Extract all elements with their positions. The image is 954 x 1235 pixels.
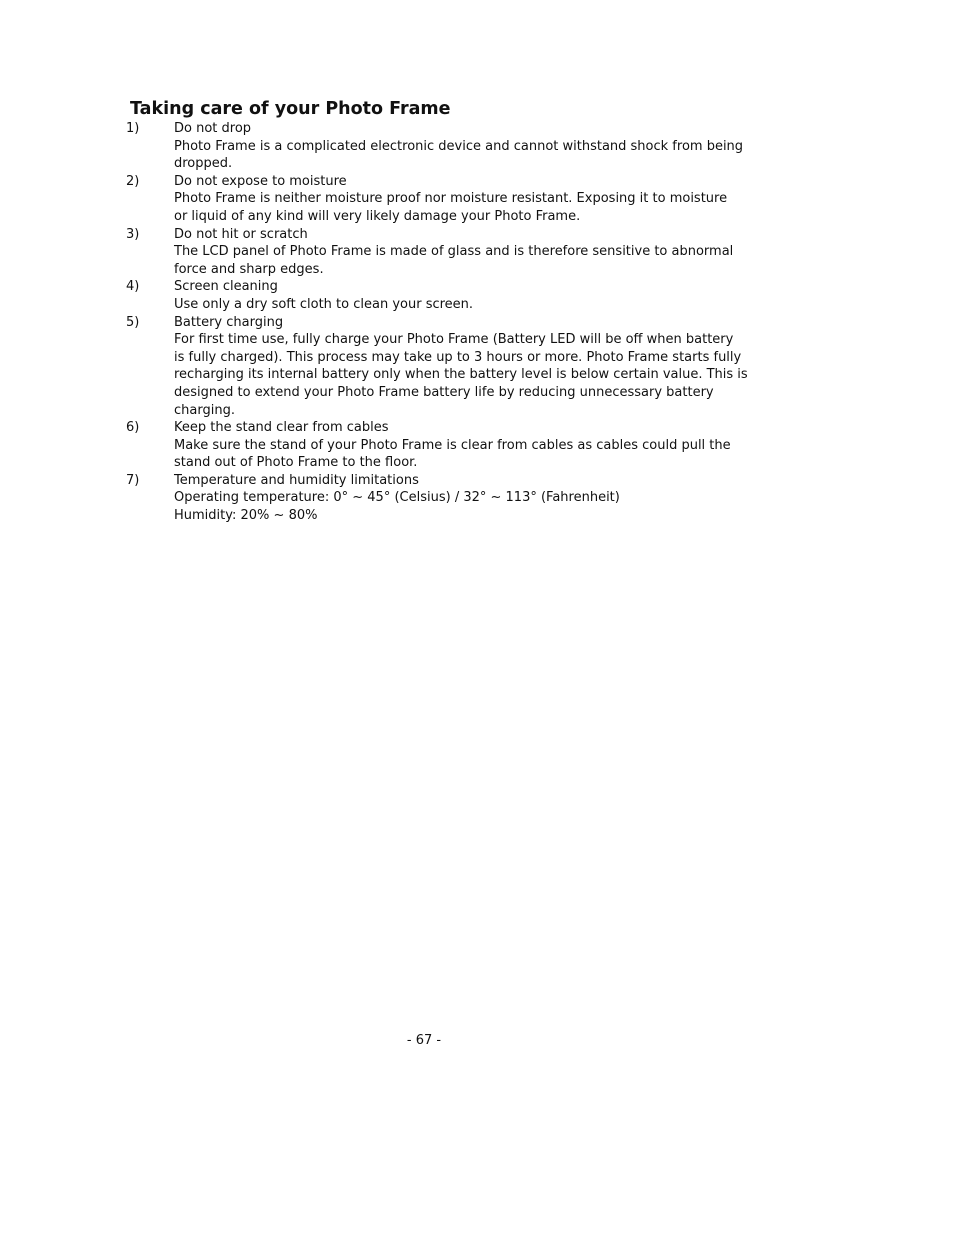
item-title: Do not expose to moisture (174, 173, 347, 189)
care-item-battery-charging (126, 314, 748, 420)
item-description-line: Photo Frame is a complicated electronic device and cannot withstand shock from being (174, 138, 744, 154)
item-number: 6) (126, 420, 140, 436)
item-description-line: The LCD panel of Photo Frame is made of glass and is therefore sensitive to abnormal (174, 244, 734, 260)
care-item-stand-cables (126, 419, 731, 472)
item-title: Keep the stand clear from cables (174, 420, 389, 436)
item-title: Screen cleaning (174, 279, 278, 295)
care-instructions-list (126, 120, 748, 525)
item-description-line: designed to extend your Photo Frame battery life by reducing unnecessary battery (174, 384, 714, 400)
item-description-line: Use only a dry soft cloth to clean your screen. (174, 296, 474, 312)
item-body (174, 278, 726, 313)
item-body (174, 472, 726, 525)
item-title: Temperature and humidity limitations (174, 472, 419, 488)
item-description-line: Humidity: 20% ~ 80% (174, 508, 318, 524)
care-item-moisture (126, 173, 726, 226)
item-description-line: charging. (174, 402, 235, 418)
item-number: 3) (126, 226, 140, 242)
item-title: Do not drop (174, 121, 252, 136)
item-number: 7) (126, 472, 140, 488)
item-body (174, 419, 731, 472)
item-title: Do not hit or scratch (174, 226, 308, 242)
item-body (174, 226, 734, 279)
item-description-line: force and sharp edges. (174, 261, 324, 277)
item-description-line: Photo Frame is neither moisture proof nor moisture resistant. Exposing it to moisture (174, 191, 728, 207)
item-title: Battery charging (174, 314, 284, 330)
item-description-line: stand out of Photo Frame to the floor. (174, 455, 418, 471)
item-description-line: is fully charged). This process may take up to 3 hours or more. Photo Frame starts fully (174, 349, 742, 365)
item-number: 5) (126, 314, 140, 330)
page-number: - 67 - (406, 1033, 442, 1048)
care-item-hit-scratch (126, 226, 734, 279)
item-number: 1) (126, 121, 140, 136)
item-description-line: recharging its internal battery only when the battery level is below certain value. This is (174, 367, 748, 383)
item-number: 2) (126, 173, 140, 189)
care-item-temperature-humidity (126, 472, 726, 525)
item-number: 4) (126, 279, 140, 295)
item-body (174, 173, 726, 226)
page-title: Taking care of your Photo Frame (130, 99, 451, 119)
item-body (174, 120, 744, 173)
item-description-line: or liquid of any kind will very likely damage your Photo Frame. (174, 208, 581, 224)
item-description-line: dropped. (174, 156, 233, 172)
item-description-line: Operating temperature: 0° ~ 45° (Celsius) / 32° ~ 113° (Fahrenheit) (174, 490, 620, 506)
item-description-line: For first time use, fully charge your Photo Frame (Battery LED will be off when battery (174, 332, 734, 348)
item-description-line: Make sure the stand of your Photo Frame is clear from cables as cables could pull the (174, 437, 731, 453)
care-item-screen-cleaning (126, 278, 726, 313)
item-body (174, 314, 748, 420)
care-item-do-not-drop (126, 120, 744, 173)
